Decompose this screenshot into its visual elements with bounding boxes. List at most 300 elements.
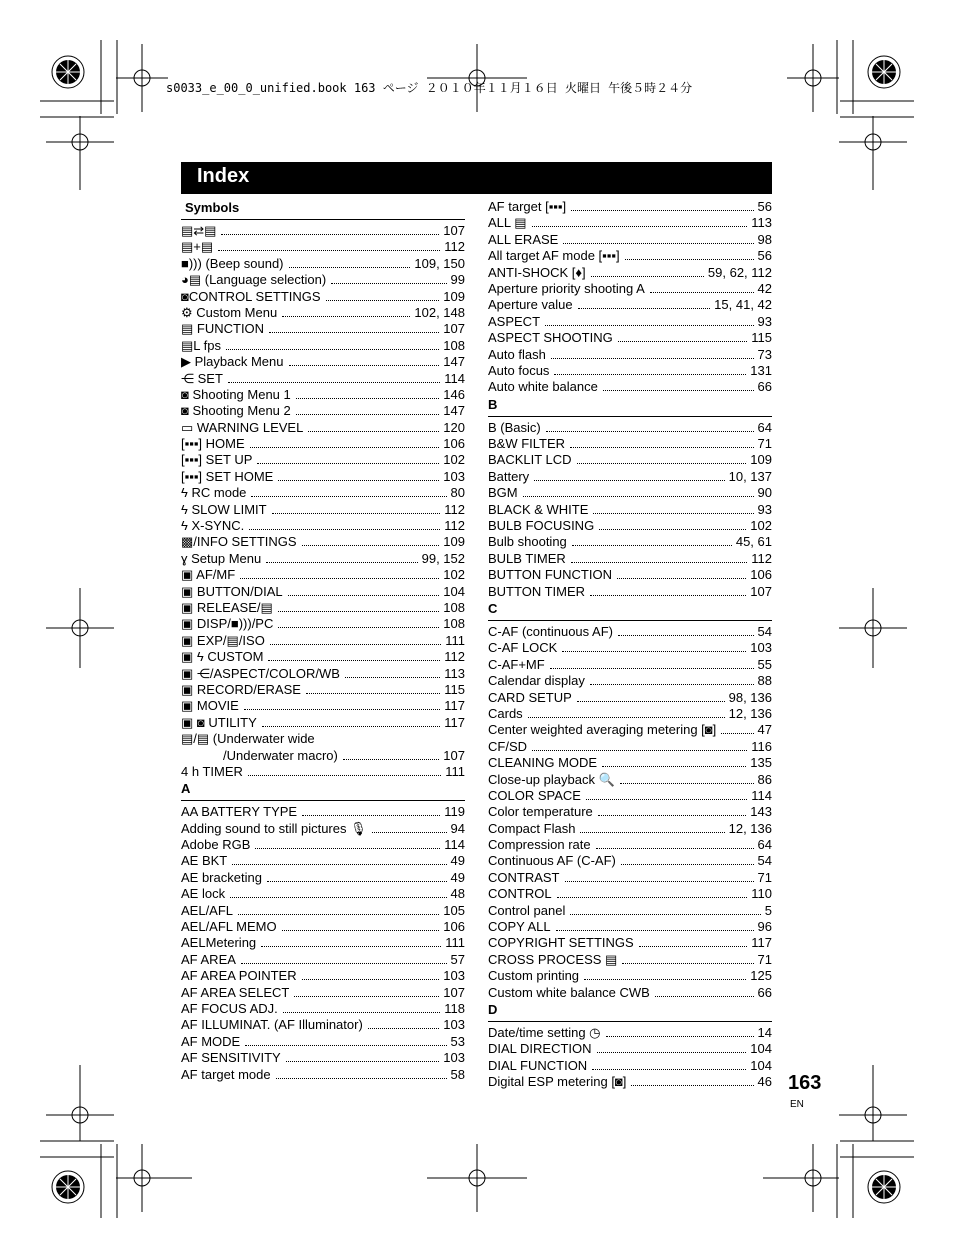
entry-page: 118 [444,1000,465,1016]
index-entry [488,281,772,297]
entry-page: 71 [757,869,772,885]
leader-dots [546,431,754,432]
entry-label: AF AREA [181,951,236,967]
entry-page: 103 [443,968,465,984]
entry-page: 103 [750,640,772,656]
entry-label: ◙ Shooting Menu 2 [181,403,291,419]
entry-page: 111 [445,935,465,951]
entry-page: 71 [757,951,772,967]
leader-dots [343,759,439,760]
entry-page: 105 [443,902,465,918]
entry-page: 86 [757,771,772,787]
leader-dots [296,398,440,399]
index-entry [488,788,772,804]
section-heading-d: D [488,1001,772,1022]
entry-page: 103 [443,468,465,484]
entry-page: 104 [443,583,465,599]
leader-dots [228,382,440,383]
entry-label: ◙CONTROL SETTINGS [181,288,321,304]
entry-label: ɣ Setup Menu [181,550,262,566]
entry-page: 143 [750,804,772,820]
entry-label: ▣ RELEASE/▤ [181,599,273,615]
entry-label: BUTTON TIMER [488,583,586,599]
leader-dots [286,1061,440,1062]
entry-label: AF target mode [181,1066,271,1082]
entry-label: Aperture priority shooting A [488,280,645,296]
entry-page: 117 [444,698,465,714]
leader-dots [226,349,439,350]
entry-label: COLOR SPACE [488,787,581,803]
index-entry [181,272,465,288]
entry-label: All target AF mode [▪▪▪] [488,248,620,264]
index-entry [488,1041,772,1057]
entry-page: 107 [443,321,465,337]
index-entry [488,314,772,330]
leader-dots [308,431,439,432]
entry-page: 103 [443,1050,465,1066]
index-entry [181,682,465,698]
entry-page: 111 [445,632,465,648]
entry-label: ▣ DISP/■)))/PC [181,616,274,632]
index-entry [181,534,465,550]
entry-label: AE BKT [181,853,228,869]
entry-page: 108 [443,599,465,615]
index-entry [488,232,772,248]
entry-page: 111 [445,763,465,779]
entry-label: ASPECT SHOOTING [488,330,613,346]
index-entry [181,968,465,984]
index-entry [181,837,465,853]
entry-label: Close-up playback 🔍 [488,771,615,787]
index-entry [181,452,465,468]
leader-dots [255,848,440,849]
entry-label: Cards [488,705,523,721]
leader-dots [230,897,446,898]
index-entry [181,886,465,902]
leader-dots [218,250,440,251]
leader-dots [577,463,747,464]
entry-label: ▤L fps [181,337,221,353]
index-entry [181,903,465,919]
index-entry [181,666,465,682]
index-entry [181,616,465,632]
print-header: s0033_e_00_0_unified.book 163 ページ ２０１０年１１月１６日 火曜日 午後５時２４分 [166,81,693,95]
entry-page: 55 [757,656,772,672]
entry-label: AF SENSITIVITY [181,1050,281,1066]
entry-label: ▣ AF/MF [181,567,236,583]
index-entry [181,1050,465,1066]
index-entry [181,289,465,305]
index-entry [181,321,465,337]
entry-label: ϟ RC mode [181,485,247,501]
leader-dots [331,283,446,284]
entry-page: 10, 137 [728,468,772,484]
leader-dots [278,627,439,628]
entry-page: 45, 61 [735,534,772,550]
index-entry [488,739,772,755]
leader-dots [282,316,410,317]
leader-dots [251,496,446,497]
entry-label: ▭ WARNING LEVEL [181,419,304,435]
leader-dots [557,897,748,898]
leader-dots [278,480,439,481]
leader-dots [593,513,753,514]
entry-page: 14 [757,1024,772,1040]
leader-dots [306,693,440,694]
entry-label: AEL/AFL [181,902,234,918]
leader-dots [597,1052,747,1053]
c-list [488,624,772,1001]
index-entry [181,1034,465,1050]
index-entry [488,248,772,264]
leader-dots [621,864,754,865]
d-list [488,1025,772,1091]
index-entry [181,764,465,780]
entry-label: ■))) (Beep sound) [181,255,284,271]
entry-page: 66 [757,379,772,395]
index-entry [181,256,465,272]
leader-dots [570,447,753,448]
entry-page: 47 [757,722,772,738]
section-heading-symbols: Symbols [181,199,465,220]
index-entry [181,919,465,935]
leader-dots [249,529,440,530]
index-entry [488,584,772,600]
entry-label: ▤ FUNCTION [181,321,265,337]
leader-dots [551,358,754,359]
leader-dots [276,1078,447,1079]
entry-page: 104 [750,1057,772,1073]
leader-dots [554,374,746,375]
index-entry [181,870,465,886]
index-entry [181,551,465,567]
entry-label: Compression rate [488,837,591,853]
leader-dots [532,226,748,227]
right-column [488,199,772,1091]
leader-dots [528,717,725,718]
index-entry [181,698,465,714]
entry-label: BACKLIT LCD [488,452,572,468]
leader-dots [639,946,748,947]
entry-page: 114 [751,787,772,803]
entry-label: CLEANING MODE [488,755,598,771]
entry-label: [▪▪▪] SET UP [181,452,253,468]
index-entry [488,297,772,313]
index-entry [181,804,465,820]
index-entry [181,821,465,837]
leader-dots [631,1085,753,1086]
entry-page: 114 [444,837,465,853]
entry-label: AA BATTERY TYPE [181,804,298,820]
entry-page: 66 [757,984,772,1000]
entry-page: 15, 41, 42 [714,297,772,313]
leader-dots [302,545,440,546]
leader-dots [296,414,440,415]
entry-page: 125 [750,968,772,984]
leader-dots [289,365,440,366]
leader-dots [592,1069,746,1070]
a-list [181,804,465,1083]
entry-label: [▪▪▪] HOME [181,436,245,452]
leader-dots [602,766,746,767]
entry-label: C-AF (continuous AF) [488,623,613,639]
leader-dots [245,1045,446,1046]
leader-dots [523,496,754,497]
leader-dots [556,930,754,931]
entry-label: ⋲ SET [181,370,223,386]
index-entry [488,534,772,550]
entry-label: ▩/INFO SETTINGS [181,534,297,550]
entry-label: C-AF+MF [488,656,545,672]
entry-label: AE bracketing [181,869,262,885]
leader-dots [302,979,440,980]
leader-dots [617,578,746,579]
entry-page: 146 [443,386,465,402]
leader-dots [603,390,754,391]
entry-page: 108 [443,616,465,632]
leader-dots [650,292,754,293]
index-entry [181,485,465,501]
entry-page: 94 [450,820,465,836]
index-entry [181,952,465,968]
entry-page: 54 [757,623,772,639]
entry-label: Compact Flash [488,820,576,836]
entry-page: 109 [443,288,465,304]
entry-label: Auto white balance [488,379,598,395]
index-entry [181,518,465,534]
entry-page: 48 [450,886,465,902]
page-number: 163 [788,1072,822,1094]
entry-label: Continuous AF (C-AF) [488,853,616,869]
entry-label: BLACK & WHITE [488,501,589,517]
entry-label: CONTROL [488,886,552,902]
index-entry [488,502,772,518]
entry-page: 56 [757,248,772,264]
entry-label: ⚙ Custom Menu [181,304,278,320]
index-entry [181,1017,465,1033]
leader-dots [590,595,746,596]
leader-dots [345,677,440,678]
entry-label: Bulb shooting [488,534,567,550]
entry-label: CF/SD [488,738,527,754]
entry-label: Auto focus [488,362,550,378]
entry-label: Battery [488,468,530,484]
entry-page: 113 [444,665,465,681]
entry-label: ◕▤ (Language selection) [181,272,327,288]
index-entry [181,633,465,649]
leader-dots [244,709,440,710]
leader-dots [578,308,711,309]
entry-page: 103 [443,1017,465,1033]
index-entry [181,649,465,665]
entry-page: 109 [750,452,772,468]
index-entry [181,600,465,616]
index-entry [488,952,772,968]
index-entry [488,420,772,436]
leader-dots [622,963,753,964]
page-title: Index [197,165,250,187]
entry-label: ALL ▤ [488,215,527,231]
entry-label: ▣ RECORD/ERASE [181,681,301,697]
entry-page: 135 [750,755,772,771]
entry-label: ANTI-SHOCK [♦] [488,264,586,280]
leader-dots [221,234,439,235]
entry-label: ▤+▤ [181,239,214,255]
entry-page: 113 [751,215,772,231]
leader-dots [326,300,440,301]
entry-page: 110 [751,886,772,902]
leader-dots [618,341,748,342]
entry-page: 119 [444,804,465,820]
leader-dots [591,276,704,277]
entry-page: 102 [443,452,465,468]
leader-dots [584,979,746,980]
entry-page: 96 [757,919,772,935]
entry-page: 80 [450,485,465,501]
leader-dots [278,611,440,612]
title-bar [181,162,772,194]
index-entry [181,239,465,255]
entry-label: ϟ X-SYNC. [181,518,245,534]
entry-page: 115 [751,330,772,346]
entry-label: ALL ERASE [488,231,559,247]
entry-label: Digital ESP metering [◙] [488,1074,627,1090]
entry-page: 106 [443,919,465,935]
index-entry [181,1001,465,1017]
entry-label: Calendar display [488,673,585,689]
entry-page: 112 [444,501,465,517]
index-entry [488,903,772,919]
index-entry [488,1074,772,1090]
index-entry [181,567,465,583]
leader-dots [282,930,440,931]
entry-page: 98 [757,231,772,247]
leader-dots [240,578,439,579]
entry-page: 99 [450,272,465,288]
a-list-continued [488,199,772,396]
entry-page: 49 [450,853,465,869]
entry-page: 12, 136 [728,705,772,721]
entry-label: DIAL FUNCTION [488,1057,588,1073]
index-entry [488,215,772,231]
index-entry [488,379,772,395]
entry-label: /Underwater macro) [223,747,338,763]
index-entry [488,804,772,820]
leader-dots [565,881,754,882]
entry-page: 108 [443,337,465,353]
entry-page: 57 [450,951,465,967]
entry-page: 12, 136 [728,820,772,836]
leader-dots [572,545,732,546]
index-entry [181,420,465,436]
entry-page: 117 [751,935,772,951]
entry-page: 64 [757,419,772,435]
entry-page: 93 [757,501,772,517]
entry-label: B&W FILTER [488,436,566,452]
entry-page: 54 [757,853,772,869]
leader-dots [586,799,747,800]
index-entry [488,837,772,853]
entry-label: BULB TIMER [488,550,566,566]
entry-page: 114 [444,370,465,386]
entry-label: ▣ ◙ UTILITY [181,714,257,730]
leader-dots [368,1028,440,1029]
entry-page: 102 [443,567,465,583]
entry-label: AF AREA SELECT [181,984,290,1000]
entry-label: ▶ Playback Menu [181,354,284,370]
entry-page: 73 [757,346,772,362]
leader-dots [580,832,724,833]
entry-page: 107 [443,747,465,763]
entry-label: CONTRAST [488,869,560,885]
leader-dots [289,267,411,268]
leader-dots [596,848,754,849]
entry-label: COPYRIGHT SETTINGS [488,935,634,951]
entry-page: 120 [443,419,465,435]
leader-dots [261,946,441,947]
index-entry [488,452,772,468]
index-entry [488,1025,772,1041]
entry-label: CARD SETUP [488,689,572,705]
leader-dots [590,684,754,685]
index-entry [181,731,465,747]
index-entry [488,886,772,902]
leader-dots [266,562,417,563]
leader-dots [598,815,747,816]
leader-dots [269,332,439,333]
entry-page: 131 [750,362,772,378]
index-entry [181,1067,465,1083]
leader-dots [283,1012,440,1013]
leader-dots [257,463,439,464]
entry-page: 109, 150 [414,255,465,271]
leader-dots [268,660,440,661]
leader-dots [241,963,447,964]
section-heading-b: B [488,396,772,417]
index-entry [181,403,465,419]
leader-dots [262,726,441,727]
entry-page: 147 [443,403,465,419]
leader-dots [250,447,440,448]
index-entry [181,469,465,485]
entry-label: Date/time setting ◷ [488,1024,601,1040]
entry-label: DIAL DIRECTION [488,1041,592,1057]
leader-dots [620,783,754,784]
entry-page: 112 [751,550,772,566]
left-column [181,199,465,1083]
entry-page: 104 [750,1041,772,1057]
entry-label: AF FOCUS ADJ. [181,1000,278,1016]
entry-label: Color temperature [488,804,593,820]
index-entry [181,935,465,951]
index-entry [181,502,465,518]
entry-label: ▣ EXP/▤/ISO [181,632,265,648]
leader-dots [625,259,754,260]
index-entry [181,985,465,1001]
entry-page: 58 [450,1066,465,1082]
index-entry [181,584,465,600]
leader-dots [618,635,754,636]
entry-label: Control panel [488,902,566,918]
leader-dots [288,595,440,596]
entry-page: 117 [444,714,465,730]
entry-page: 71 [757,436,772,452]
index-entry [488,821,772,837]
symbols-list [181,223,465,731]
index-entry [488,624,772,640]
leader-dots [577,701,725,702]
entry-page: 112 [444,649,465,665]
